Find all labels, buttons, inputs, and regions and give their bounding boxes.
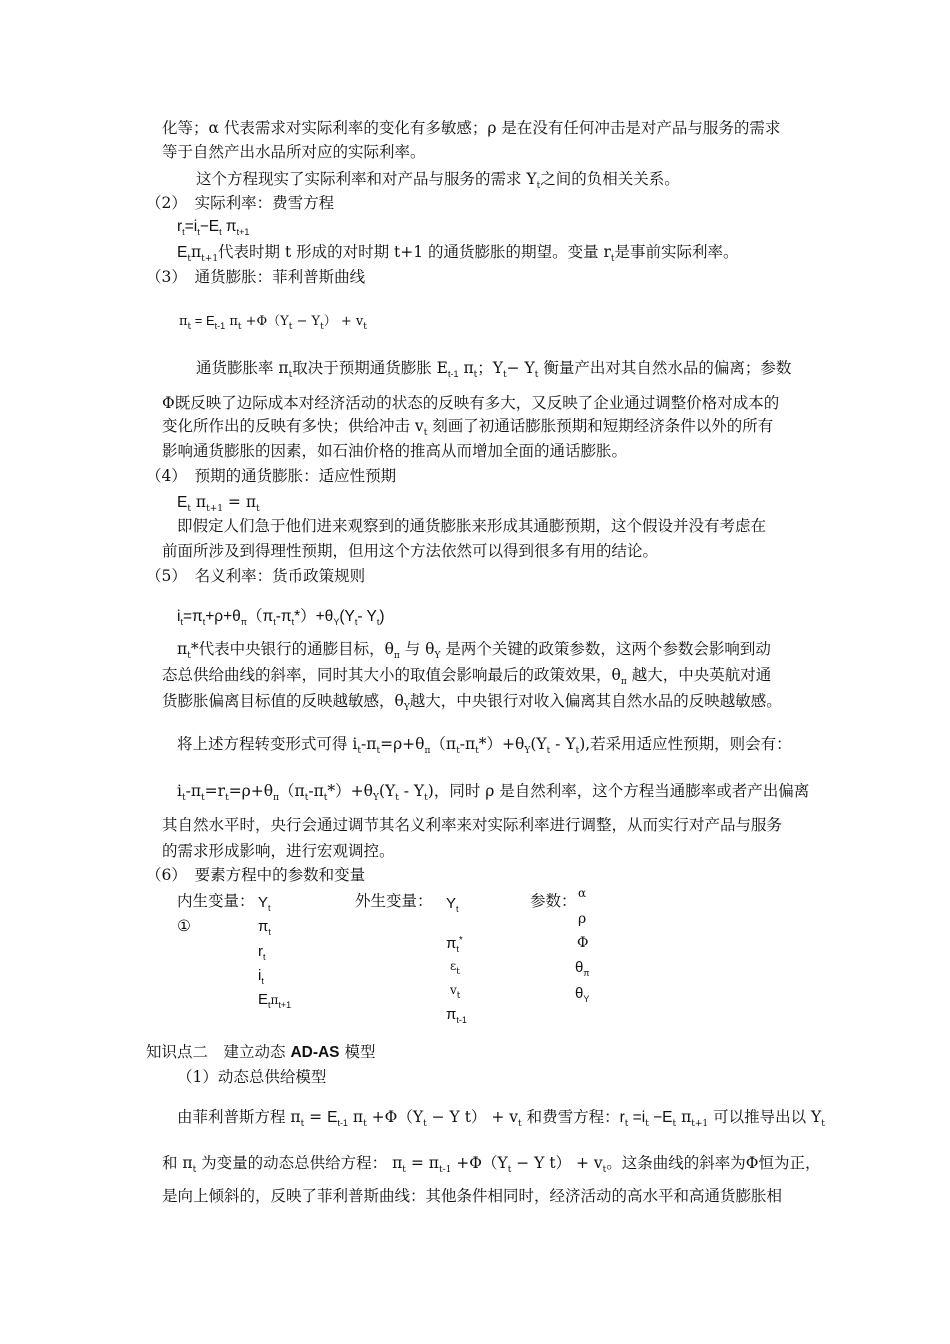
paragraph-line: Φ既反映了边际成本对经济活动的状态的反映有多大，又反映了企业通过调整价格对成本的 (162, 394, 780, 412)
paragraph-line: 这个方程现实了实际利率和对产品与服务的需求 $Y_t$之间的负相关关系。 (196, 170, 680, 191)
paragraph-line: 即假定人们急于他们进来观察到的通货膨胀来形成其通膨预期，这个假设并没有考虑在 (177, 517, 767, 535)
exogenous-variable: $\varepsilon_t$ (450, 959, 460, 977)
paragraph-line: 的需求形成影响，进行宏观调控。 (162, 842, 395, 860)
paragraph-line: 将上述方程转变形式可得 $i_t-\pi_t=\rho+\theta_\pi(\pi_t-\pi_t*)+\theta_Y(Y_t - Y_t)$,若采用适应性预期，则会有： (177, 735, 792, 756)
parameter: Φ (577, 935, 589, 951)
paragraph-line: $E_t\pi_{t+1}$代表时期 t 形成的对时期 t+1 的通货膨胀的期望。变量 $r_t$是事前实际利率。 (177, 243, 739, 264)
endogenous-variable: $Y_t$ (258, 894, 271, 913)
paragraph-line: 货膨胀偏离目标值的反映越敏感，$\theta_Y$越大，中央银行对收入偏离其自然水品的反映越敏感。 (162, 692, 782, 713)
knowledge-point-heading: 知识点二 建立动态 AD-AS 模型 (146, 1043, 376, 1061)
fisher-equation: $r_t=i_t-E_t$ $\pi_{t+1}$ (177, 218, 250, 237)
paragraph-line: 由菲利普斯方程 $\pi_t = E_{t-1}$ $\pi_t +\Phi(Y_t - Y$ $t) + v_t$ 和费雪方程：$r_t =i_t -E_t$ $\pi_{t+1}$ 可以推导出以 $Y_t$ (177, 1108, 825, 1129)
section-heading: （2） 实际利率：费雪方程 (146, 194, 335, 212)
exogenous-variable: $\pi_t^*$ (446, 935, 463, 954)
circled-number: ① (177, 917, 191, 935)
parameter: α (578, 886, 587, 900)
phillips-equation: $\pi_t = E_{t-1}$ $\pi_t +\Phi(Y_t - Y_t) + v_t$ (179, 313, 367, 332)
parameter: ρ (578, 911, 587, 927)
exogenous-variable: $\pi_{t-1}$ (446, 1006, 467, 1025)
section-heading: （3） 通货膨胀：菲利普斯曲线 (146, 268, 366, 286)
paragraph-line: 通货膨胀率 $\pi_t$取决于预期通货膨胀 $E_{t-1}$ $\pi_t$；$Y_t- Y_t$ 衡量产出对其自然水品的偏离；参数 (196, 359, 792, 380)
section-heading: （6） 要素方程中的参数和变量 (146, 866, 366, 884)
paragraph-line: $\pi_t*$代表中央银行的通膨目标，$\theta_\pi$ 与 $\theta_Y$ 是两个关键的政策参数，这两个参数会影响到动 (177, 640, 771, 661)
section-heading: （4） 预期的通货膨胀：适应性预期 (146, 467, 397, 485)
policy-rule-equation: $i_t=\pi_t+\rho+\theta_\pi(\pi_t-\pi_t*)+\theta_Y(Y_t-$ $Y_t$) (177, 608, 385, 627)
paragraph-line: 其自然水平时，央行会通过调节其名义利率来对实际利率进行调整，从而实行对产品与服务 (162, 816, 783, 834)
exogenous-label: 外生变量： (355, 892, 433, 910)
parameter: $\theta_\pi$ (575, 959, 590, 978)
endogenous-variable: $i_t$ (258, 967, 264, 986)
paragraph-line: 和 $\pi_t$ 为变量的动态总供给方程： $\pi_t = \pi_{t-1} +\Phi(Y_t - Y$ $t) + v_t$。这条曲线的斜率为Φ恒为正， (162, 1154, 821, 1175)
paragraph-line: 影响通货膨胀的因素，如石油价格的推高从而增加全面的通话膨胀。 (162, 442, 628, 460)
endogenous-label: 内生变量： (177, 892, 255, 910)
subsection-heading: （1）动态总供给模型 (177, 1068, 327, 1086)
paragraph-line: 化等；α 代表需求对实际利率的变化有多敏感；ρ 是在没有任何冲击是对产品与服务的需求 (162, 119, 781, 137)
paragraph-line: 变化所作出的反映有多快；供给冲击 $v_t$ 刻画了初通话膨胀预期和短期经济条件以外的所有 (162, 417, 774, 438)
paragraph-line: 是向上倾斜的，反映了菲利普斯曲线：其他条件相同时，经济活动的高水平和高通货膨胀相 (162, 1187, 783, 1205)
paragraph-line: $i_t-\pi_t=r_t=\rho+\theta_\pi(\pi_t-\pi_t*)+\theta_Y(Y_t - Y_t)$，同时 ρ 是自然利率，这个方程当通膨率或者产出偏离 (177, 782, 810, 803)
adaptive-expectation-equation: $E_t$ $\pi_{t+1} = \pi_t$ (177, 493, 260, 514)
parameters-label: 参数： (530, 892, 577, 910)
endogenous-variable: $E_t\pi_{t+1}$ (258, 991, 292, 1010)
exogenous-variable: $Y_t$ (446, 895, 459, 914)
paragraph-line: 等于自然产出水品所对应的实际利率。 (162, 143, 426, 161)
paragraph-line: 前面所涉及到得理性预期，但用这个方法依然可以得到很多有用的结论。 (162, 542, 659, 560)
section-heading: （5） 名义利率：货币政策规则 (146, 567, 366, 585)
endogenous-variable: $\pi_t$ (258, 918, 271, 937)
endogenous-variable: $r_t$ (258, 943, 266, 962)
exogenous-variable: $v_t$ (450, 983, 461, 1001)
paragraph-line: 态总供给曲线的斜率，同时其大小的取值会影响最后的政策效果，$\theta_\pi$ 越大，中央英航对通 (162, 666, 772, 687)
parameter: $\theta_Y$ (575, 985, 590, 1004)
